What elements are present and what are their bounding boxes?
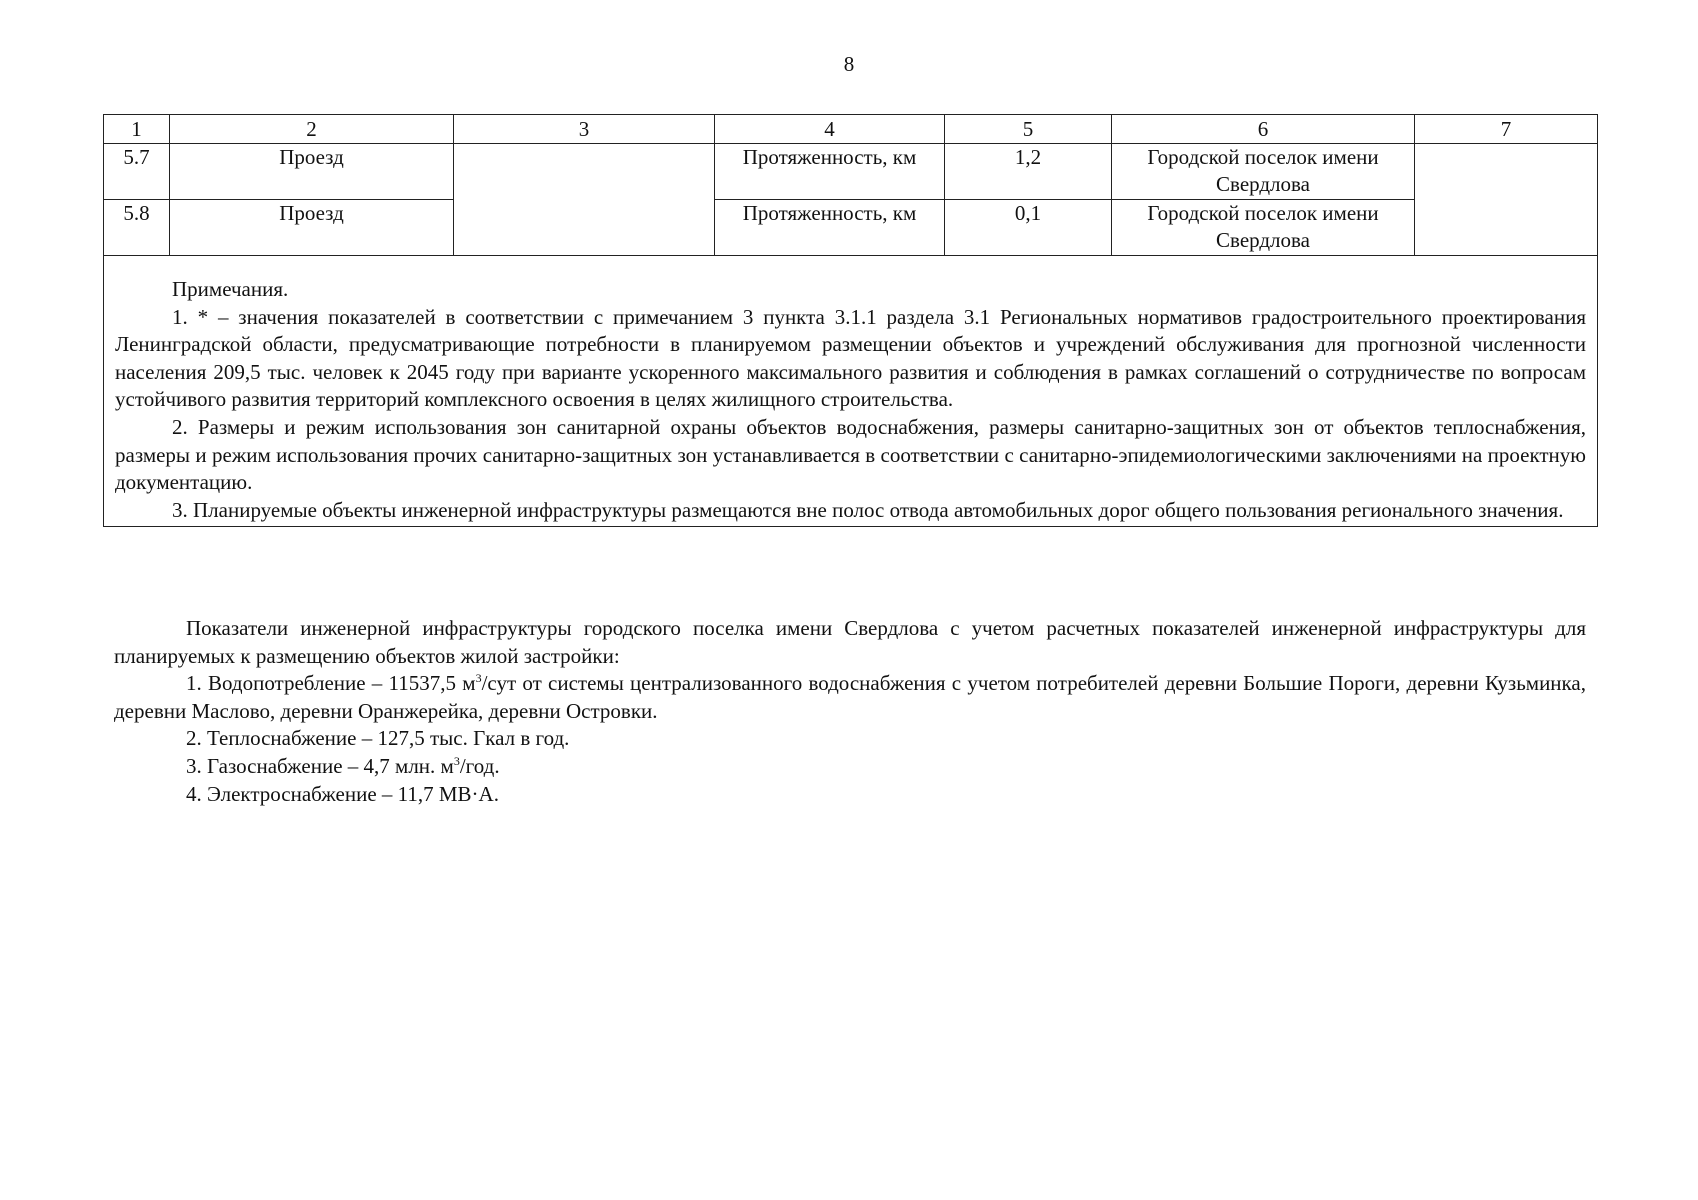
object-name-cell: Проезд	[170, 200, 454, 256]
water-unit-superscript: 3	[475, 671, 482, 686]
page-number: 8	[843, 52, 855, 76]
value-cell: 1,2	[945, 144, 1112, 200]
notes-title: Примечания.	[172, 277, 289, 301]
infrastructure-table	[103, 114, 1598, 527]
water-consumption-item	[114, 670, 1586, 725]
water-text-end: /сут от системы централизованного водоснабжения с учетом потребителей деревни Большие Пороги, деревни Кузьминка, деревни Маслово, деревни Оранжерейка, деревни Островки.	[114, 671, 1587, 723]
gas-text-start: 3. Газоснабжение – 4,7 млн. м	[186, 753, 454, 778]
column-number-3: 3	[454, 115, 715, 144]
row-number-cell: 5.8	[104, 200, 170, 256]
note-item: 1. * – значения показателей в соответствии с примечанием 3 пункта 3.1.1 раздела 3.1 Региональных нормативов градостроительного проектирования Ленинградской области, предусматривающие потребности в планируемом размещении объектов и учреждений обслуживания для прогнозной численности населения 209,5 тыс. человек к 2045 году при варианте ускоренного максимального развития и соблюдения в рамках соглашений о сотрудничестве по вопросам устойчивого развития территорий комплексного освоения в целях жилищного строительства.	[115, 304, 1586, 412]
parameter-cell: Протяженность, км	[715, 144, 945, 200]
electric-supply-item: 4. Электроснабжение – 11,7 МВ·А.	[186, 781, 499, 806]
column-number-1: 1	[104, 115, 170, 144]
heat-supply-item: 2. Теплоснабжение – 127,5 тыс. Гкал в год.	[186, 726, 570, 751]
column-number-7: 7	[1415, 115, 1598, 144]
note-item: 2. Размеры и режим использования зон санитарной охраны объектов водоснабжения, размеры санитарно-защитных зон от объектов теплоснабжения, размеры и режим использования прочих санитарно-защитных зон устанавливается в соответствии с санитарно-эпидемиологическими заключениями на проектную документацию.	[115, 414, 1586, 495]
table-header-row	[104, 115, 1598, 144]
row-number-cell: 5.7	[104, 144, 170, 200]
value-cell: 0,1	[945, 200, 1112, 256]
indicators-intro: Показатели инженерной инфраструктуры городского поселка имени Свердлова с учетом расчетных показателей инженерной инфраструктуры для планируемых к размещению объектов жилой застройки:	[114, 616, 1586, 668]
column-number-6: 6	[1112, 115, 1415, 144]
gas-supply-item	[114, 753, 1586, 781]
column-number-5: 5	[945, 115, 1112, 144]
table-row	[104, 144, 1598, 200]
object-name-cell: Проезд	[170, 144, 454, 200]
location-cell: Городской поселок имени Свердлова	[1112, 144, 1415, 200]
column-number-4: 4	[715, 115, 945, 144]
note-item: 3. Планируемые объекты инженерной инфраструктуры размещаются вне полос отвода автомобильных дорог общего пользования регионального значения.	[172, 497, 1564, 522]
gas-unit-superscript: 3	[453, 753, 460, 768]
empty-cell	[454, 144, 715, 256]
location-cell: Городской поселок имени Свердлова	[1112, 200, 1415, 256]
indicators-section	[114, 615, 1586, 808]
notes-cell	[104, 256, 1598, 527]
gas-text-end: /год.	[459, 753, 500, 778]
water-text-start: 1. Водопотребление – 11537,5 м	[186, 671, 476, 696]
notes-row	[104, 256, 1598, 527]
column-number-2: 2	[170, 115, 454, 144]
empty-cell	[1415, 144, 1598, 256]
table-row	[104, 200, 1598, 256]
parameter-cell: Протяженность, км	[715, 200, 945, 256]
